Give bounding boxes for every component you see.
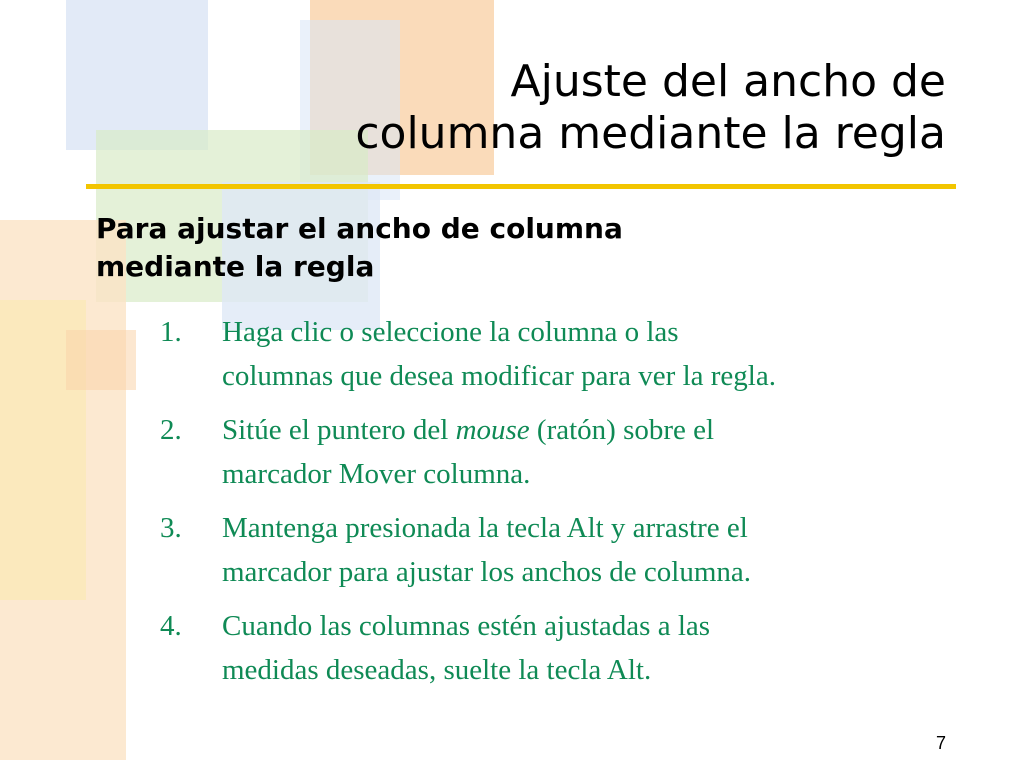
title-divider	[86, 184, 956, 189]
step-text-before: Sitúe el puntero del	[222, 414, 456, 446]
slide-subtitle-line-1: Para ajustar el ancho de columna	[96, 212, 623, 245]
slide-subtitle	[96, 210, 896, 286]
step-number: 1.	[160, 316, 182, 348]
step-number: 4.	[160, 610, 182, 642]
step-text-line-2: medidas deseadas, suelte la tecla Alt.	[222, 654, 652, 686]
step-text-after: (ratón) sobre el	[529, 414, 715, 446]
step-text-line-1: Mantenga presionada la tecla Alt y arrastre el	[222, 512, 748, 544]
step-item	[160, 604, 950, 692]
step-text-line-2: marcador Mover columna.	[222, 458, 531, 490]
steps-list	[160, 310, 950, 702]
decor-square-orange-center	[66, 330, 136, 390]
step-number: 2.	[160, 414, 182, 446]
step-text-line-1: Haga clic o seleccione la columna o las	[222, 316, 679, 348]
step-text-line-2: columnas que desea modificar para ver la regla.	[222, 360, 776, 392]
step-item	[160, 506, 950, 594]
step-text-line-1: Cuando las columnas estén ajustadas a las	[222, 610, 711, 642]
slide-title-line-1: Ajuste del ancho de	[510, 56, 946, 107]
step-text-emphasis: mouse	[455, 414, 530, 446]
step-text-line-1	[222, 408, 950, 452]
slide-subtitle-line-2: mediante la regla	[96, 250, 375, 283]
page-number: 7	[935, 733, 946, 753]
step-item	[160, 310, 950, 398]
slide-title	[126, 56, 946, 160]
step-item	[160, 408, 950, 496]
step-text-line-2: marcador para ajustar los anchos de columna.	[222, 556, 752, 588]
slide-title-line-2: columna mediante la regla	[355, 108, 946, 159]
step-number: 3.	[160, 512, 182, 544]
